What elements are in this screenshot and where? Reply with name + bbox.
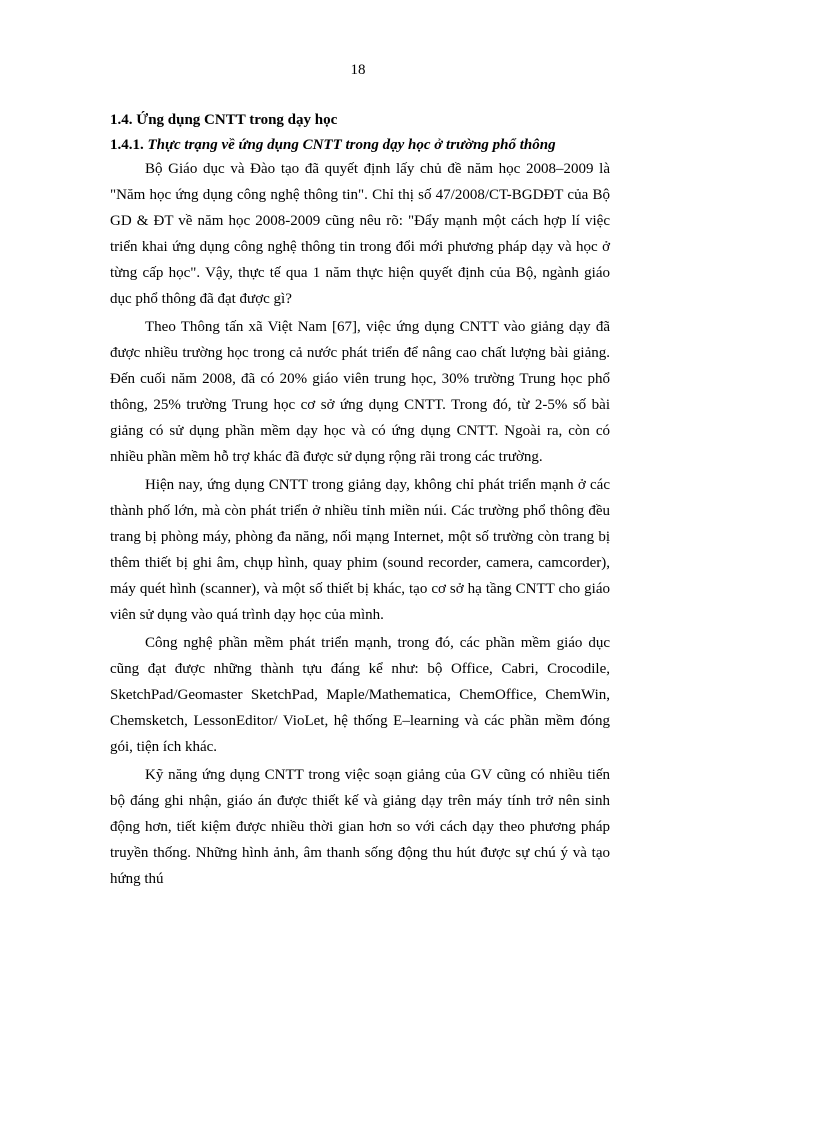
paragraph-5: Kỹ năng ứng dụng CNTT trong việc soạn giảng của GV cũng có nhiều tiến bộ đáng ghi nhận, giáo án được thiết kế và giảng dạy trên máy tính trở nên sinh động hơn, tiết kiệm được nhiều thời gian hơn so với cách dạy theo phương pháp truyền thống. Những hình ảnh, âm thanh sống động thu hút được sự chú ý và tạo hứng thú <box>110 767 610 887</box>
section-heading <box>110 110 610 131</box>
paragraph-4: Công nghệ phần mềm phát triển mạnh, trong đó, các phần mềm giáo dục cũng đạt được những thành tựu đáng kể như: bộ Office, Cabri, Crocodile, SketchPad/Geomaster SketchPad, Maple/Mathematica, ChemOffice, ChemWin, Chemsketch, LessonEditor/ VioLet, hệ thống E–learning và các phần mềm đóng gói, tiện ích khác. <box>110 635 610 755</box>
section-number: 1.4. <box>110 112 133 128</box>
section-title: Ứng dụng CNTT trong dạy học <box>136 112 338 128</box>
paragraph-2: Theo Thông tấn xã Việt Nam [67], việc ứng dụng CNTT vào giảng dạy đã được nhiều trường học trong cả nước phát triển để nâng cao chất lượng bài giảng. Đến cuối năm 2008, đã có 20% giáo viên trung học, 30% trường Trung học phổ thông, 25% trường Trung học cơ sở ứng dụng CNTT. Trong đó, từ 2-5% số bài giảng có sử dụng phần mềm dạy học và có ứng dụng CNTT. Ngoài ra, còn có nhiều phần mềm hỗ trợ khác đã được sử dụng rộng rãi trong các trường. <box>110 319 610 465</box>
page-number: 18 <box>350 62 366 78</box>
subsection-heading <box>110 135 610 156</box>
paragraph-3: Hiện nay, ứng dụng CNTT trong giảng dạy, không chỉ phát triển mạnh ở các thành phố lớn, mà còn phát triển ở nhiều tỉnh miền núi. Các trường phổ thông đều trang bị phòng máy, phòng đa năng, nối mạng Internet, một số trường còn trang bị thêm thiết bị ghi âm, chụp hình, quay phim (sound recorder, camera, camcorder), máy quét hình (scanner), và một số thiết bị khác, tạo cơ sở hạ tầng CNTT cho giáo viên sử dụng vào quá trình dạy học của mình. <box>110 477 610 623</box>
page-content <box>110 110 610 892</box>
subsection-number: 1.4.1. <box>110 137 144 153</box>
paragraph-1: Bộ Giáo dục và Đào tạo đã quyết định lấy chủ đề năm học 2008–2009 là "Năm học ứng dụng công nghệ thông tin". Chỉ thị số 47/2008/CT-BGDĐT của Bộ GD & ĐT về năm học 2008-2009 cũng nêu rõ: "Đẩy mạnh một cách hợp lí việc triển khai ứng dụng công nghệ thông tin trong đổi mới phương pháp dạy và học ở từng cấp học". Vậy, thực tế qua 1 năm thực hiện quyết định của Bộ, ngành giáo dục phổ thông đã đạt được gì? <box>110 161 610 307</box>
subsection-title: Thực trạng về ứng dụng CNTT trong dạy học ở trường phổ thông <box>147 137 556 153</box>
